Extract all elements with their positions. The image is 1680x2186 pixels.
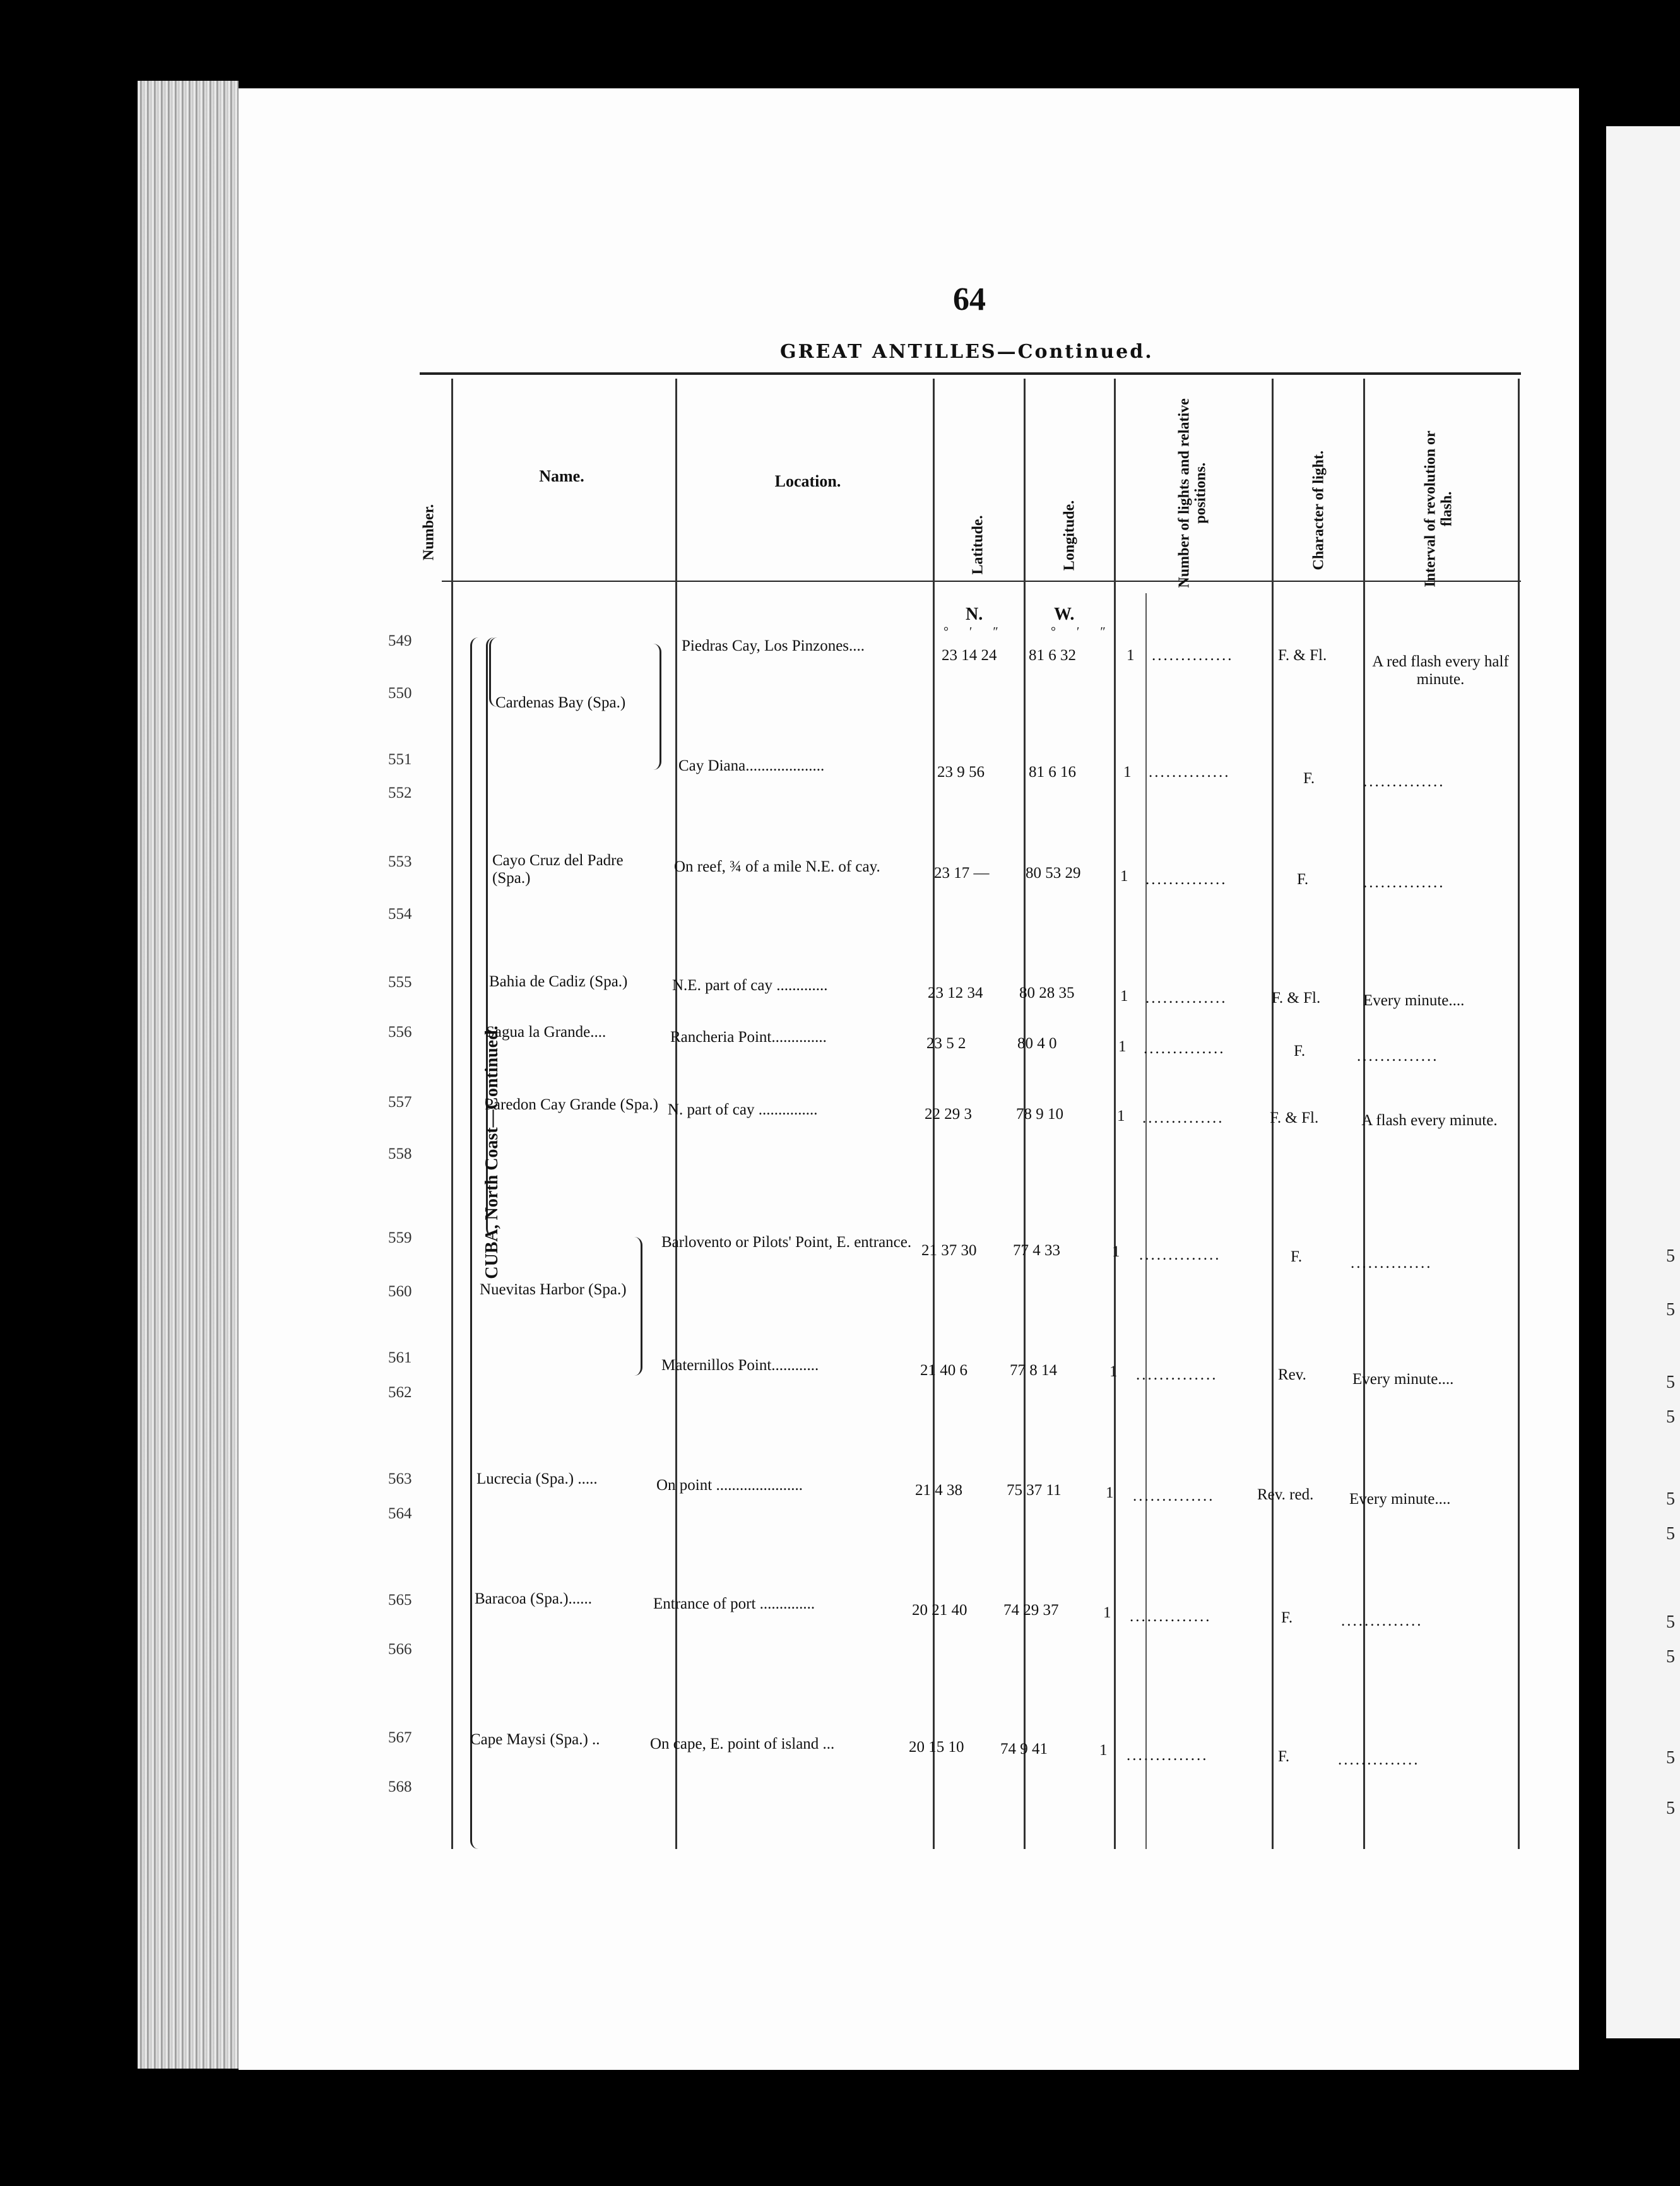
longitude-degree-marks: ° ′ ″ [1051, 625, 1115, 639]
region-label: CUBA, North Coast—Continued. [482, 1025, 502, 1279]
column-rule [1114, 379, 1116, 1849]
entry-lights: 1 [1118, 1038, 1127, 1055]
row-number: 555 [388, 974, 412, 991]
entry-dotfill: .............. [1145, 990, 1227, 1007]
row-number: 563 [388, 1470, 412, 1487]
page-number: 64 [953, 281, 986, 317]
entry-name: Cape Maysi (Spa.) .. [470, 1731, 600, 1748]
entry-dotfill: .............. [1363, 874, 1445, 891]
header-interval: Interval of revolution or flash. [1422, 430, 1455, 588]
entry-dotfill: .............. [1127, 1747, 1209, 1764]
row-number: 564 [388, 1505, 412, 1522]
entry-name: Sagua la Grande.... [486, 1024, 606, 1041]
entry-location: Entrance of port .............. [653, 1595, 815, 1612]
entry-lights: 1 [1123, 764, 1132, 781]
row-number: 554 [388, 906, 412, 923]
entry-character: F. [1291, 1248, 1303, 1265]
entry-longitude: 74 9 41 [1000, 1740, 1048, 1758]
entry-character: F. & Fl. [1272, 990, 1321, 1007]
entry-dotfill: .............. [1152, 647, 1234, 664]
entry-lights: 1 [1103, 1604, 1111, 1621]
entry-lights: 1 [1120, 988, 1128, 1005]
entry-character: Rev. [1278, 1366, 1306, 1383]
region-brace [470, 637, 478, 1849]
adjacent-page-mark: 5 [1666, 1524, 1675, 1544]
row-number: 566 [388, 1641, 412, 1658]
entry-latitude: 22 29 3 [925, 1106, 972, 1123]
entry-longitude: 80 53 29 [1026, 865, 1081, 882]
row-number: 549 [388, 632, 412, 649]
entry-character: F. [1303, 770, 1315, 787]
row-number: 559 [388, 1229, 412, 1246]
entry-character: F. & Fl. [1270, 1109, 1319, 1126]
entry-dotfill: .............. [1144, 1040, 1226, 1057]
entry-lights: 1 [1106, 1484, 1114, 1501]
entry-name: Baracoa (Spa.)...... [475, 1590, 593, 1607]
row-number: 568 [388, 1778, 412, 1795]
entry-character: Rev. red. [1257, 1486, 1314, 1503]
row-number: 551 [388, 751, 412, 768]
entry-location: On reef, ¾ of a mile N.E. of cay. [674, 858, 880, 875]
entry-latitude: 23 14 24 [942, 647, 997, 664]
entry-location: Barlovento or Pilots' Point, E. entrance. [661, 1234, 912, 1251]
entry-location: On point ...................... [656, 1477, 803, 1494]
lights-subcolumn-rule [1145, 593, 1147, 1849]
entry-latitude: 21 4 38 [915, 1482, 962, 1499]
entry-character: F. [1278, 1748, 1290, 1765]
entry-location: Cay Diana.................... [678, 757, 825, 774]
entry-lights: 1 [1117, 1108, 1125, 1125]
entry-dotfill: .............. [1139, 1246, 1221, 1263]
entry-latitude: 23 12 34 [928, 984, 983, 1001]
entry-longitude: 74 29 37 [1003, 1602, 1059, 1619]
longitude-direction: W. [1054, 605, 1075, 624]
entry-location: Maternillos Point............ [661, 1357, 819, 1374]
entry-location: N. part of cay ............... [668, 1101, 818, 1118]
entry-dotfill: .............. [1338, 1751, 1420, 1768]
document-page [239, 88, 1579, 2070]
entry-name: Lucrecia (Spa.) ..... [476, 1470, 598, 1487]
row-number: 558 [388, 1145, 412, 1162]
location-brace-nuevitas [634, 1237, 642, 1376]
entry-dotfill: .............. [1145, 871, 1227, 888]
header-lights: Number of lights and relative positions. [1176, 398, 1209, 588]
row-number: 550 [388, 685, 412, 702]
entry-longitude: 80 28 35 [1019, 984, 1075, 1001]
adjacent-page-mark: 5 [1666, 1489, 1675, 1509]
entry-lights: 1 [1099, 1742, 1108, 1759]
entry-lights: 1 [1120, 868, 1128, 885]
entry-dotfill: .............. [1133, 1487, 1215, 1504]
entry-lights: 1 [1127, 647, 1135, 664]
row-number: 556 [388, 1024, 412, 1041]
adjacent-page-mark: 5 [1666, 1647, 1675, 1667]
entry-dotfill: .............. [1341, 1612, 1423, 1629]
entry-location: Piedras Cay, Los Pinzones.... [682, 637, 865, 654]
row-number: 553 [388, 853, 412, 870]
adjacent-page-mark: 5 [1666, 1300, 1675, 1320]
column-rule [451, 379, 453, 1849]
entry-latitude: 23 5 2 [926, 1035, 966, 1052]
adjacent-page-mark: 5 [1666, 1748, 1675, 1768]
entry-latitude: 20 15 10 [909, 1739, 964, 1756]
entry-longitude: 75 37 11 [1007, 1482, 1062, 1499]
row-number: 567 [388, 1729, 412, 1746]
row-number: 557 [388, 1094, 412, 1111]
entry-dotfill: .............. [1142, 1109, 1224, 1126]
entry-interval: Every minute.... [1352, 1371, 1454, 1388]
location-brace-cardenas [653, 644, 661, 770]
adjacent-page-mark: 5 [1666, 1373, 1675, 1392]
entry-location: Rancheria Point.............. [670, 1029, 827, 1046]
header-name: Name. [539, 467, 584, 485]
entry-dotfill: .............. [1363, 773, 1445, 790]
adjacent-page-mark: 5 [1666, 1799, 1675, 1818]
header-number: Number. [420, 504, 437, 561]
row-number: 552 [388, 784, 412, 801]
entry-longitude: 77 4 33 [1013, 1242, 1060, 1259]
entry-interval: Every minute.... [1363, 992, 1465, 1009]
table-top-rule [420, 372, 1521, 375]
entry-character: F. [1281, 1609, 1293, 1626]
column-rule [1518, 379, 1520, 1849]
entry-character: F. [1297, 871, 1309, 888]
group-name: Cardenas Bay (Spa.) [495, 694, 626, 711]
entry-name: Paredon Cay Grande (Spa.) [485, 1096, 658, 1113]
entry-character: F. [1294, 1043, 1306, 1060]
entry-longitude: 81 6 16 [1029, 764, 1076, 781]
entry-longitude: 78 9 10 [1016, 1106, 1063, 1123]
entry-dotfill: .............. [1136, 1366, 1218, 1383]
latitude-direction: N. [966, 605, 983, 624]
entry-interval: Every minute.... [1349, 1491, 1451, 1508]
adjacent-page-mark: 5 [1666, 1246, 1675, 1266]
row-number: 565 [388, 1592, 412, 1609]
entry-dotfill: .............. [1149, 764, 1231, 781]
entry-latitude: 23 9 56 [937, 764, 985, 781]
entry-name: Bahia de Cadiz (Spa.) [489, 973, 628, 990]
entry-longitude: 81 6 32 [1029, 647, 1076, 664]
group-name: Nuevitas Harbor (Spa.) [480, 1281, 627, 1298]
entry-longitude: 80 4 0 [1017, 1035, 1057, 1052]
adjacent-page-mark: 5 [1666, 1612, 1675, 1632]
header-latitude: Latitude. [969, 515, 986, 575]
entry-character: F. & Fl. [1278, 647, 1327, 664]
entry-interval: A flash every minute. [1361, 1112, 1498, 1129]
entry-interval: A red flash every half minute. [1372, 653, 1509, 688]
header-character: Character of light. [1310, 450, 1327, 570]
entry-dotfill: .............. [1357, 1048, 1439, 1065]
entry-latitude: 23 17 — [934, 865, 990, 882]
header-location: Location. [774, 472, 841, 490]
row-number: 561 [388, 1349, 412, 1366]
entry-location: N.E. part of cay ............. [672, 977, 828, 994]
entry-lights: 1 [1112, 1243, 1120, 1260]
entry-name: Cayo Cruz del Padre (Spa.) [492, 852, 624, 887]
page-title: GREAT ANTILLES—Continued. [780, 341, 1154, 363]
entry-lights: 1 [1109, 1363, 1118, 1380]
entry-dotfill: .............. [1130, 1608, 1212, 1625]
entry-location: On cape, E. point of island ... [650, 1735, 835, 1752]
book-page-edges [138, 81, 239, 2069]
adjacent-page-mark: 5 [1666, 1407, 1675, 1427]
row-number: 562 [388, 1384, 412, 1401]
row-number: 560 [388, 1283, 412, 1300]
entry-dotfill: .............. [1351, 1255, 1433, 1272]
adjacent-page-strip [1606, 126, 1680, 2038]
header-longitude: Longitude. [1061, 500, 1078, 571]
entry-longitude: 77 8 14 [1010, 1362, 1057, 1379]
entry-latitude: 21 40 6 [920, 1362, 967, 1379]
entry-latitude: 20 21 40 [912, 1602, 967, 1619]
latitude-degree-marks: ° ′ ″ [944, 625, 1007, 639]
entry-latitude: 21 37 30 [921, 1242, 977, 1259]
